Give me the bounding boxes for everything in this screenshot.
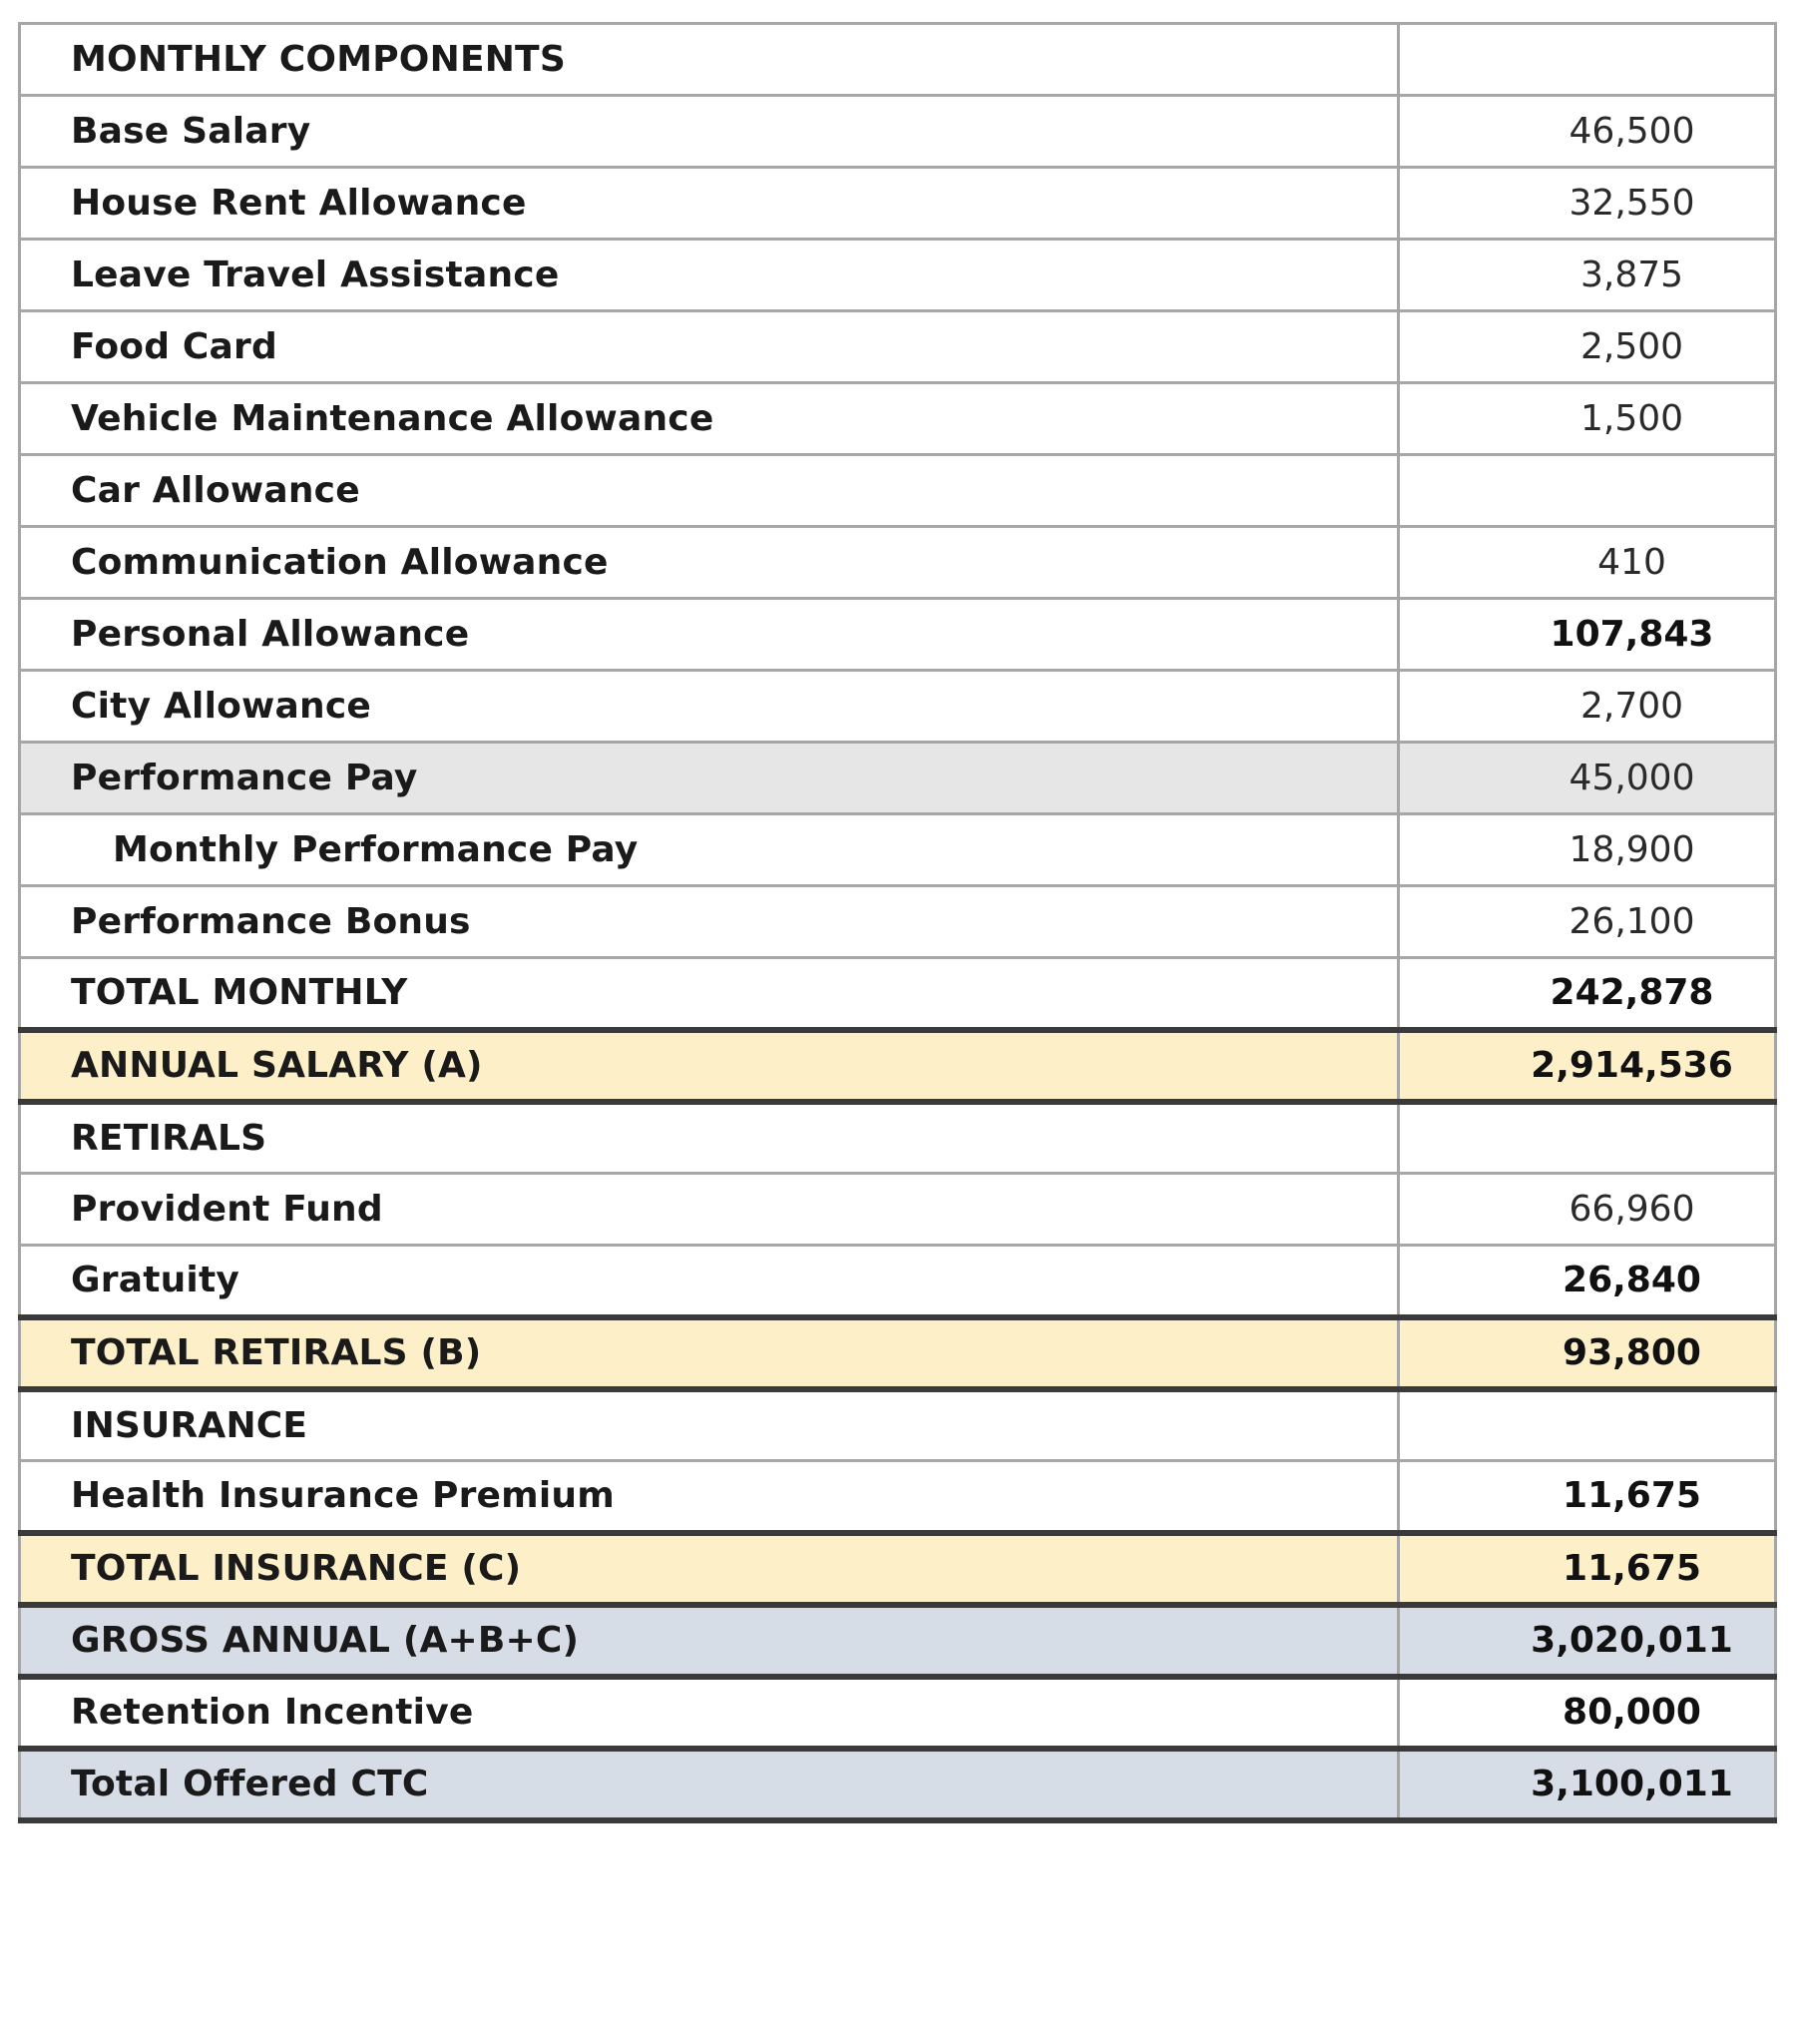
row-label: Communication Allowance [20,527,1399,599]
row-label: Car Allowance [20,455,1399,527]
table-row-health-insurance-premium [20,1461,1776,1533]
table-row-gratuity [20,1246,1776,1317]
table-row-city-allowance [20,671,1776,743]
row-label: City Allowance [20,671,1399,743]
row-value: 2,500 [1399,311,1776,383]
row-value: 1,500 [1399,383,1776,455]
row-label: Personal Allowance [20,599,1399,671]
row-label: Provident Fund [20,1174,1399,1246]
row-label: Food Card [20,311,1399,383]
table-row-total-insurance [20,1533,1776,1605]
table-row-monthly-components [20,24,1776,96]
row-value: 2,700 [1399,671,1776,743]
row-value: 66,960 [1399,1174,1776,1246]
row-label: Leave Travel Assistance [20,240,1399,311]
row-value: 3,875 [1399,240,1776,311]
row-value: 18,900 [1399,814,1776,886]
row-value: 32,550 [1399,168,1776,240]
row-value [1399,455,1776,527]
table-row-base-salary [20,96,1776,168]
table-row-gross-annual [20,1605,1776,1677]
section-heading-insurance: INSURANCE [20,1389,1399,1461]
row-value: 242,878 [1399,958,1776,1030]
row-label: TOTAL INSURANCE (C) [20,1533,1399,1605]
table-row-annual-salary [20,1030,1776,1102]
table-row-retention-incentive [20,1677,1776,1749]
row-value: 46,500 [1399,96,1776,168]
table-row-vehicle-maintenance-allowance [20,383,1776,455]
row-label: Retention Incentive [20,1677,1399,1749]
row-value: 107,843 [1399,599,1776,671]
table-row-communication-allowance [20,527,1776,599]
row-label: Vehicle Maintenance Allowance [20,383,1399,455]
table-row-car-allowance [20,455,1776,527]
table-row-performance-pay [20,743,1776,814]
row-value: 11,675 [1399,1461,1776,1533]
table-row-insurance [20,1389,1776,1461]
row-value: 93,800 [1399,1317,1776,1389]
table-row-house-rent-allowance [20,168,1776,240]
ctc-breakdown-table [18,22,1777,1823]
row-label: House Rent Allowance [20,168,1399,240]
row-value: 3,020,011 [1399,1605,1776,1677]
table-row-leave-travel-assistance [20,240,1776,311]
section-heading-retirals: RETIRALS [20,1102,1399,1174]
row-label: Base Salary [20,96,1399,168]
table-row-retirals [20,1102,1776,1174]
row-value: 80,000 [1399,1677,1776,1749]
row-value: 2,914,536 [1399,1030,1776,1102]
row-label: GROSS ANNUAL (A+B+C) [20,1605,1399,1677]
table-row-personal-allowance [20,599,1776,671]
table-row-monthly-performance-pay [20,814,1776,886]
row-value: 26,840 [1399,1246,1776,1317]
table-row-provident-fund [20,1174,1776,1246]
row-value: 26,100 [1399,886,1776,958]
row-label: Performance Pay [20,743,1399,814]
row-label: Total Offered CTC [20,1749,1399,1820]
row-value [1399,24,1776,96]
section-heading-monthly-components: MONTHLY COMPONENTS [20,24,1399,96]
row-label: ANNUAL SALARY (A) [20,1030,1399,1102]
row-value: 3,100,011 [1399,1749,1776,1820]
row-value [1399,1102,1776,1174]
row-label: TOTAL RETIRALS (B) [20,1317,1399,1389]
row-label: TOTAL MONTHLY [20,958,1399,1030]
table-row-total-monthly [20,958,1776,1030]
row-value [1399,1389,1776,1461]
table-row-food-card [20,311,1776,383]
row-value: 45,000 [1399,743,1776,814]
row-value: 11,675 [1399,1533,1776,1605]
table-row-performance-bonus [20,886,1776,958]
table-row-total-offered-ctc [20,1749,1776,1820]
row-label: Monthly Performance Pay [20,814,1399,886]
row-label: Gratuity [20,1246,1399,1317]
row-label: Performance Bonus [20,886,1399,958]
row-label: Health Insurance Premium [20,1461,1399,1533]
table-row-total-retirals [20,1317,1776,1389]
row-value: 410 [1399,527,1776,599]
